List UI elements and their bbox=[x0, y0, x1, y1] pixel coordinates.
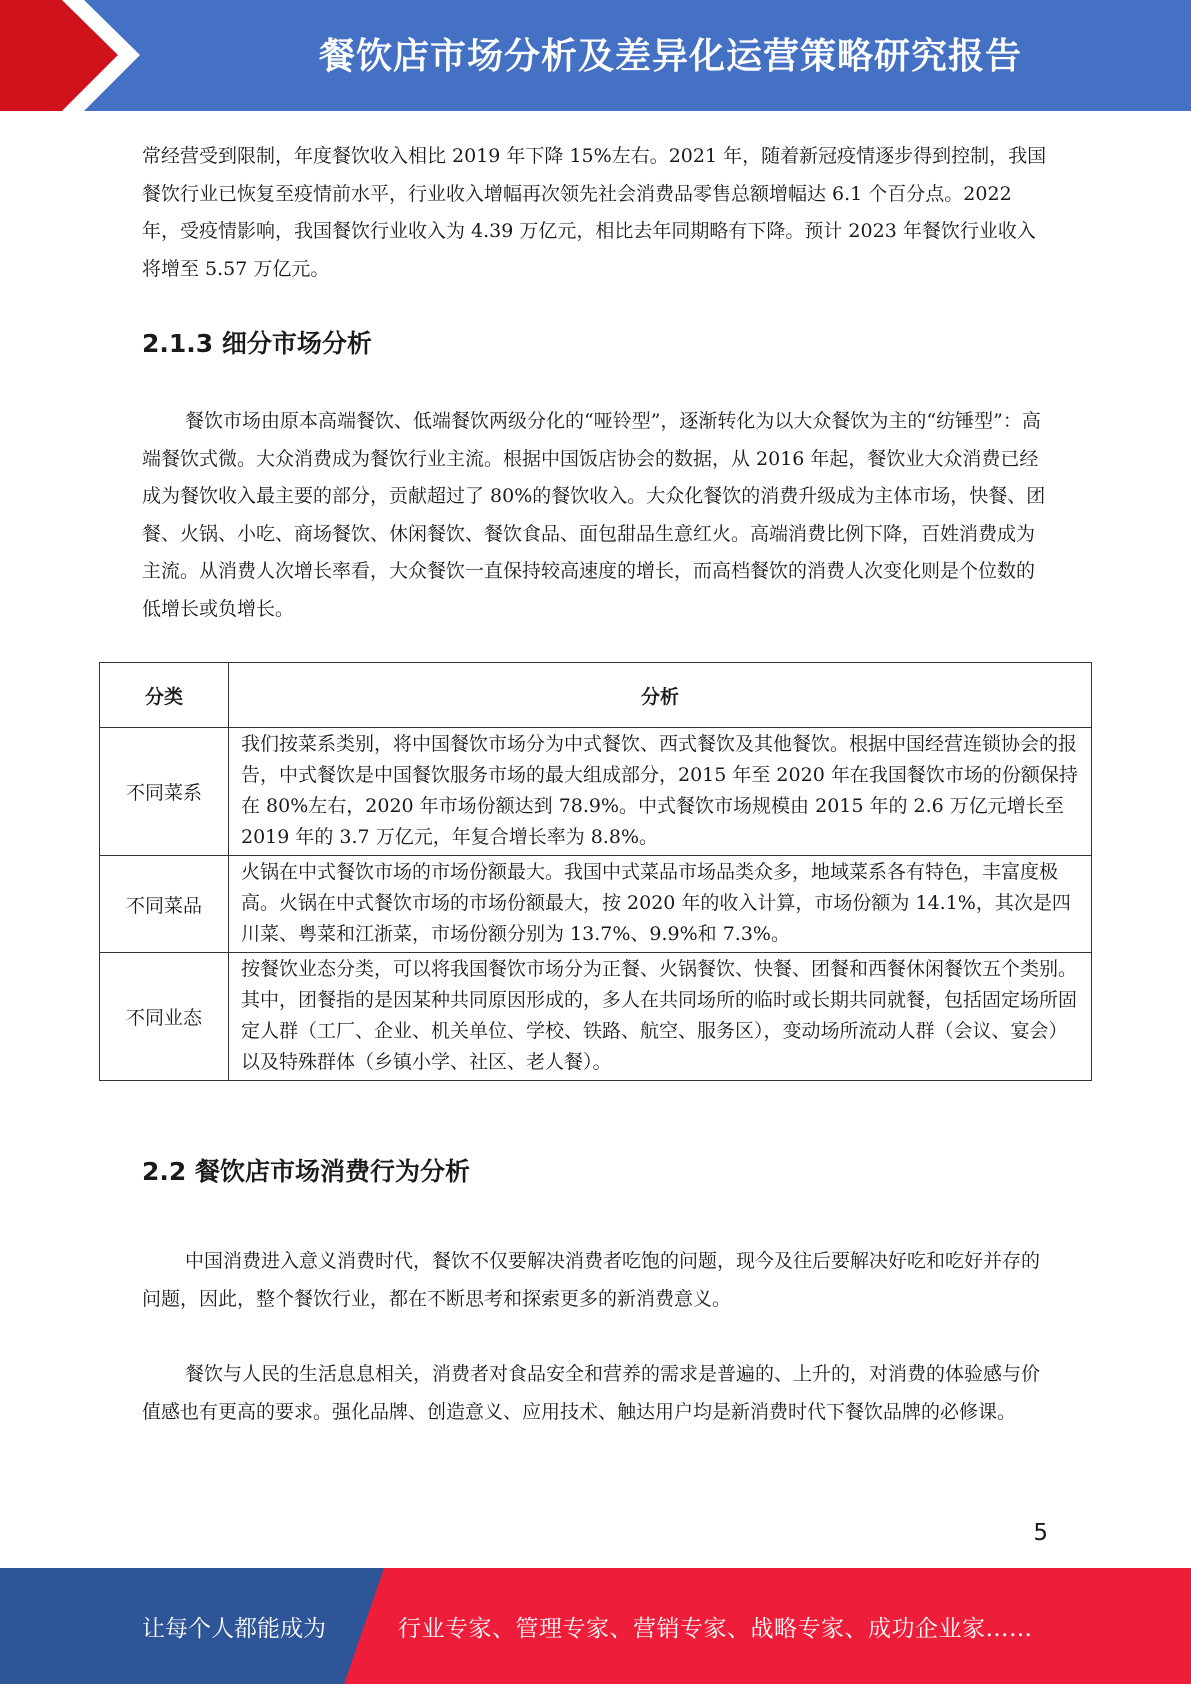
report-title: 餐饮店市场分析及差异化运营策略研究报告 bbox=[318, 36, 1022, 77]
row-category: 不同业态 bbox=[100, 953, 229, 1081]
page-header bbox=[0, 0, 1191, 111]
row-analysis: 火锅在中式餐饮市场的市场份额最大。我国中式菜品市场品类众多，地域菜系各有特色，丰富度极高。火锅在中式餐饮市场的市场份额最大，按 2020 年的收入计算，市场份额为 14.1%，其次是四川菜、粤菜和江浙菜，市场份额分别为 13.7%、9.9%和 7.3%。 bbox=[229, 856, 1092, 953]
table-row bbox=[100, 856, 1092, 953]
footer-slogan-right: 行业专家、管理专家、营销专家、战略专家、成功企业家…… bbox=[398, 1616, 1033, 1642]
row-analysis: 我们按菜系类别，将中国餐饮市场分为中式餐饮、西式餐饮及其他餐饮。根据中国经营连锁协会的报告，中式餐饮是中国餐饮服务市场的最大组成部分，2015 年至 2020 年在我国餐饮市场的份额保持在 80%左右，2020 年市场份额达到 78.9%。中式餐饮市场规模由 2015 年的 2.6 万亿元增长至 2019 年的 3.7 万亿元，年复合增长率为 8.8%。 bbox=[229, 728, 1092, 856]
header-category: 分类 bbox=[100, 663, 229, 728]
page-footer bbox=[0, 1568, 1191, 1684]
page-number: 5 bbox=[1033, 1520, 1048, 1546]
segment-paragraph: 餐饮市场由原本高端餐饮、低端餐饮两级分化的“哑铃型”，逐渐转化为以大众餐饮为主的“纺锤型”：高端餐饮式微。大众消费成为餐饮行业主流。根据中国饭店协会的数据，从 2016 年起，餐饮业大众消费已经成为餐饮收入最主要的部分，贡献超过了 80%的餐饮收入。大众化餐饮的消费升级成为主体市场，快餐、团餐、火锅、小吃、商场餐饮、休闲餐饮、餐饮食品、面包甜品生意红火。高端消费比例下降，百姓消费成为主流。从消费人次增长率看，大众餐饮一直保持较高速度的增长，而高档餐饮的消费人次变化则是个位数的低增长或负增长。 bbox=[142, 410, 1046, 620]
row-analysis: 按餐饮业态分类，可以将我国餐饮市场分为正餐、火锅餐饮、快餐、团餐和西餐休闲餐饮五个类别。其中，团餐指的是因某种共同原因形成的，多人在共同场所的临时或长期共同就餐，包括固定场所固定人群（工厂、企业、机关单位、学校、铁路、航空、服务区），变动场所流动人群（会议、宴会）以及特殊群体（乡镇小学、社区、老人餐）。 bbox=[229, 953, 1092, 1081]
section-heading-2-2: 2.2 餐饮店市场消费行为分析 bbox=[142, 1157, 470, 1186]
table-header-row bbox=[100, 663, 1092, 728]
analysis-table bbox=[99, 662, 1092, 1081]
intro-paragraph: 常经营受到限制，年度餐饮收入相比 2019 年下降 15%左右。2021 年，随着新冠疫情逐步得到控制，我国餐饮行业已恢复至疫情前水平，行业收入增幅再次领先社会消费品零售总额增幅达 6.1 个百分点。2022 年，受疫情影响，我国餐饮行业收入为 4.39 万亿元，相比去年同期略有下降。预计 2023 年餐饮行业收入将增至 5.57 万亿元。 bbox=[142, 145, 1047, 280]
row-category: 不同菜品 bbox=[100, 856, 229, 953]
table-row bbox=[100, 953, 1092, 1081]
header-analysis: 分析 bbox=[229, 663, 1092, 728]
footer-slogan-left: 让每个人都能成为 bbox=[142, 1616, 326, 1642]
row-category: 不同菜系 bbox=[100, 728, 229, 856]
section-heading-2-1-3: 2.1.3 细分市场分析 bbox=[142, 329, 372, 358]
table-row bbox=[100, 728, 1092, 856]
behavior-paragraph-1: 中国消费进入意义消费时代，餐饮不仅要解决消费者吃饱的问题，现今及往后要解决好吃和吃好并存的问题，因此，整个餐饮行业，都在不断思考和探索更多的新消费意义。 bbox=[142, 1250, 1041, 1310]
behavior-paragraph-2: 餐饮与人民的生活息息相关，消费者对食品安全和营养的需求是普遍的、上升的，对消费的体验感与价值感也有更高的要求。强化品牌、创造意义、应用技术、触达用户均是新消费时代下餐饮品牌的必修课。 bbox=[142, 1363, 1041, 1423]
